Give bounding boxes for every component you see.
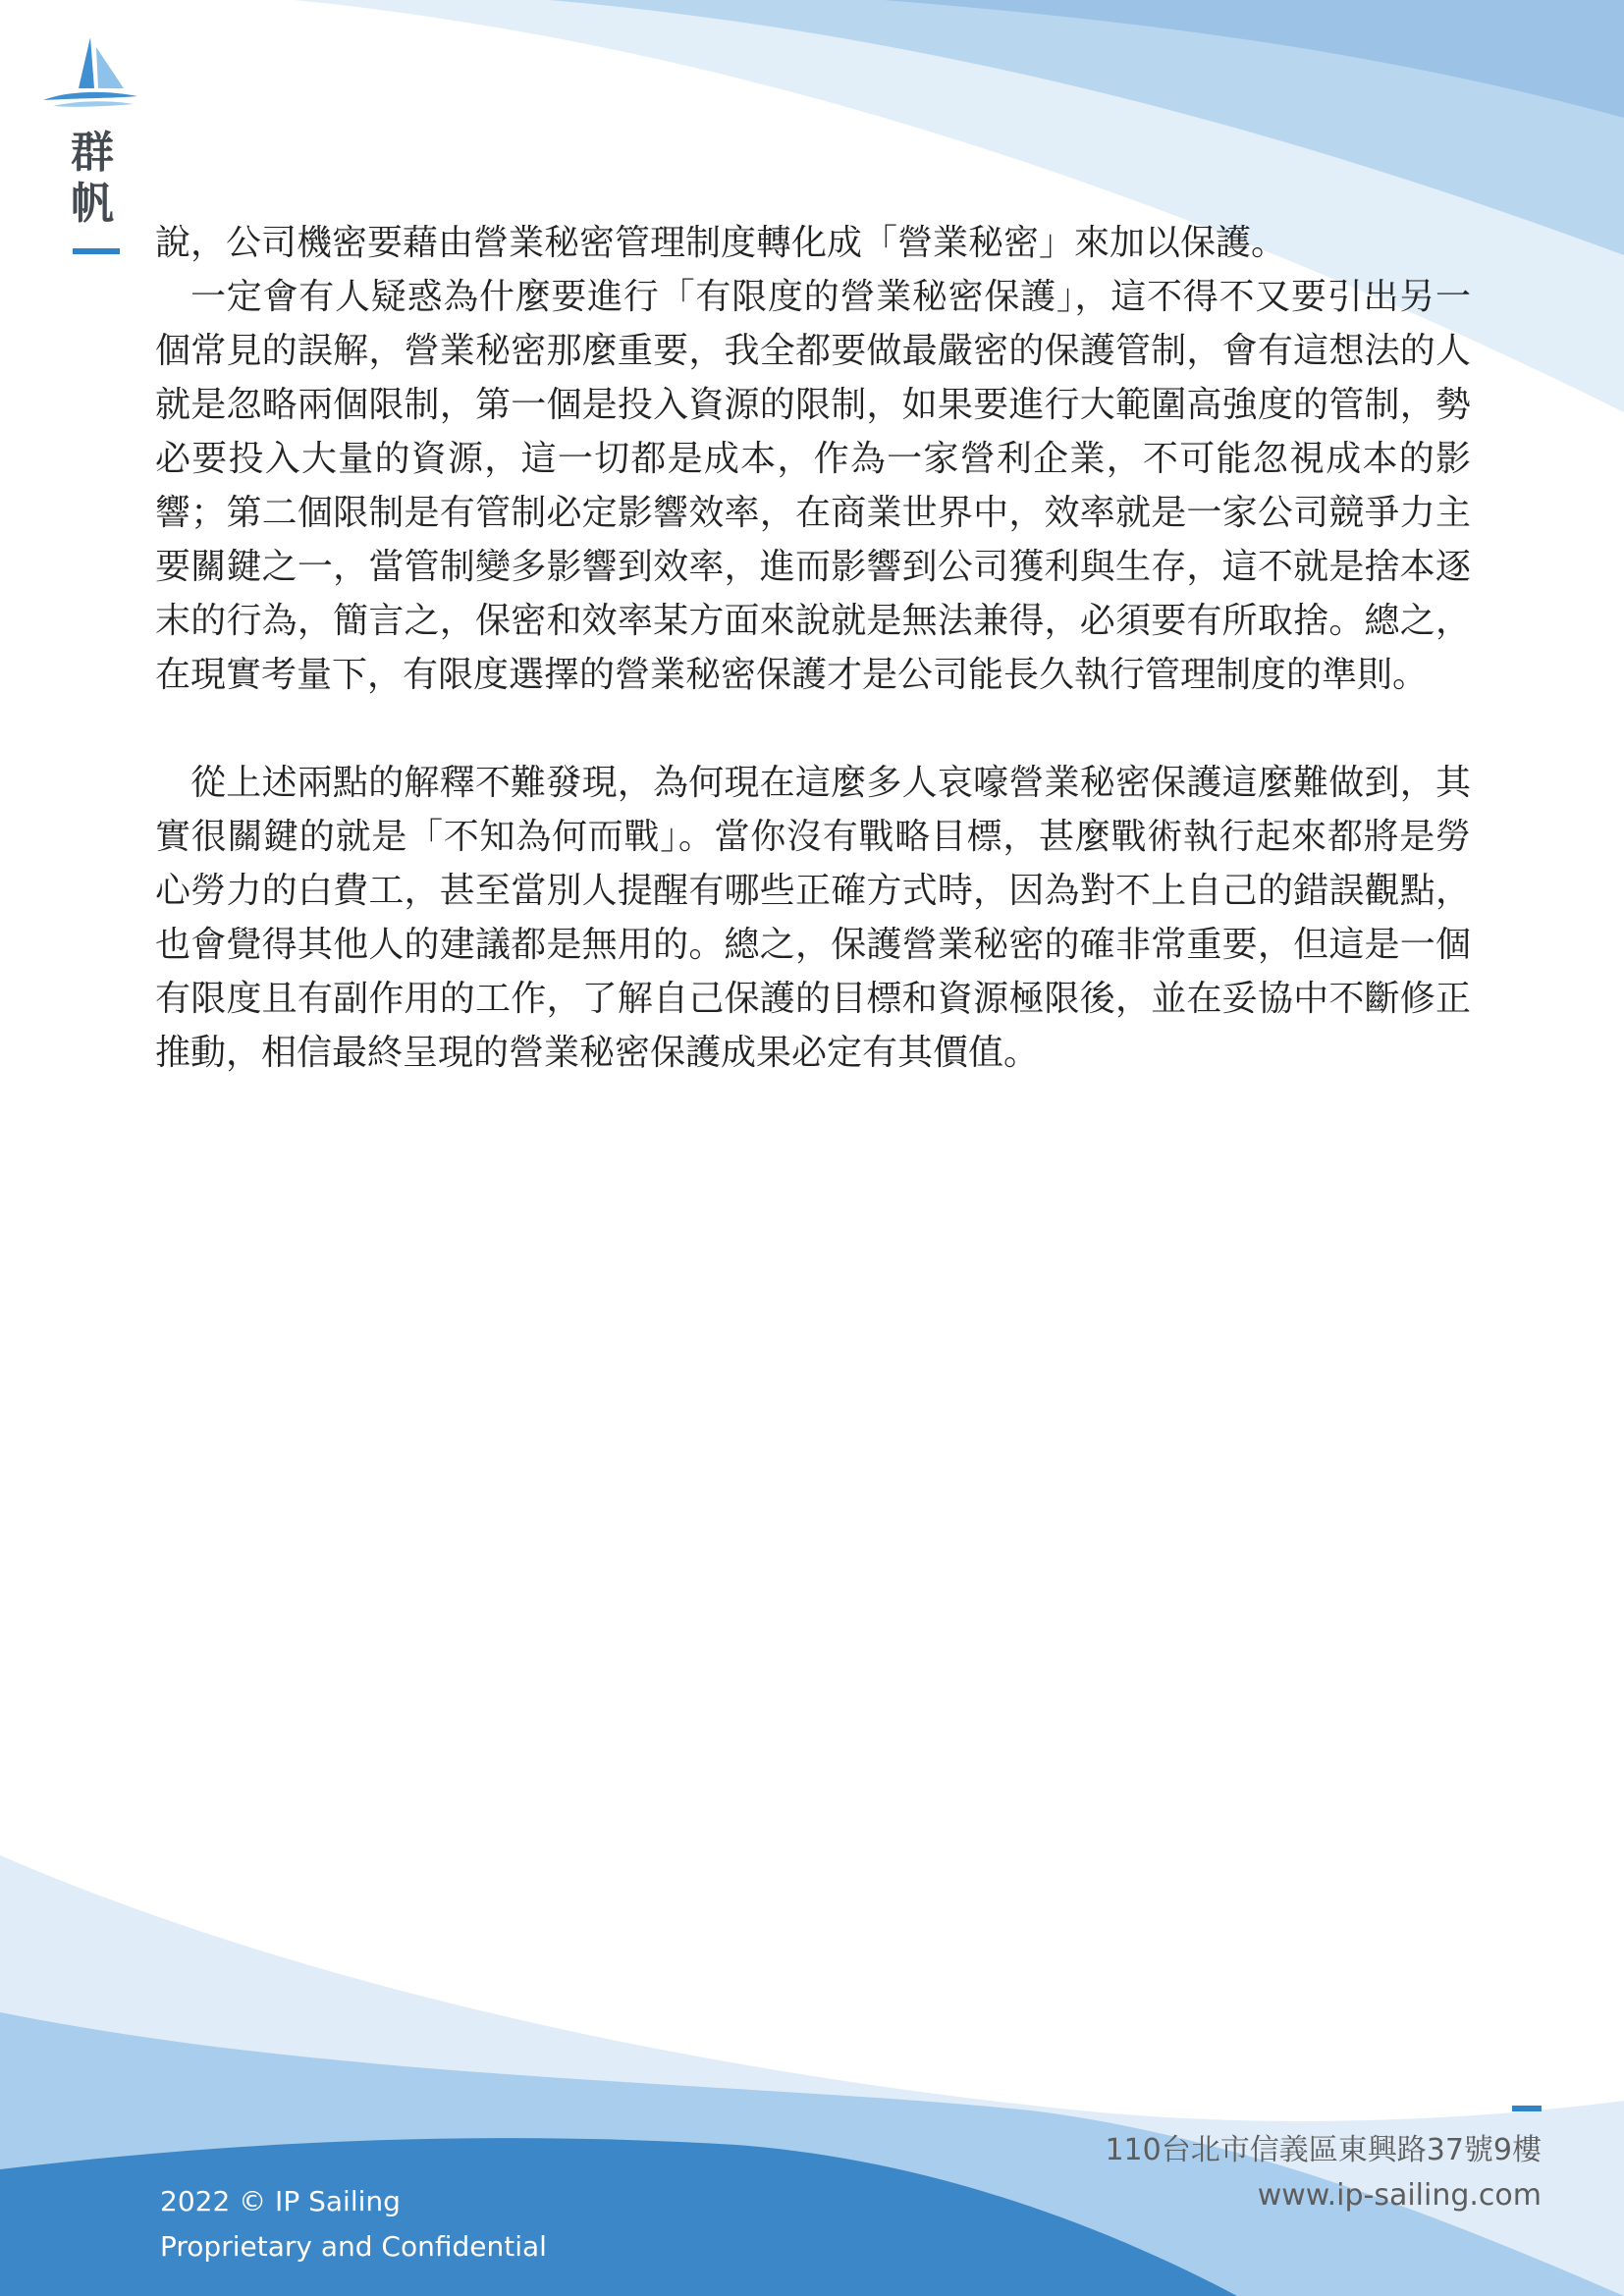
address-accent-bar	[1512, 2106, 1542, 2111]
document-body	[155, 216, 1471, 1080]
copyright-text: 2022 © IP Sailing	[160, 2185, 401, 2217]
website-link[interactable]: www.ip-sailing.com	[1257, 2178, 1542, 2213]
confidential-text: Proprietary and Confidential	[160, 2230, 547, 2263]
paragraph-1: 說，公司機密要藉由營業秘密管理制度轉化成「營業秘密」來加以保護。	[155, 223, 1287, 263]
footer-legal	[160, 2179, 547, 2269]
brand-accent-bar	[73, 248, 120, 254]
brand-char-2: 帆	[71, 179, 114, 229]
brand-char-1: 群	[71, 128, 114, 178]
contact-block	[1105, 2128, 1542, 2218]
brand-name	[63, 128, 122, 230]
paragraph-2: 一定會有人疑惑為什麼要進行「有限度的營業秘密保護」，這不得不又要引出另一個常見的誤解，營業秘密那麼重要，我全都要做最嚴密的保護管制，會有這想法的人就是忽略兩個限制，第一個是投入資源的限制，如果要進行大範圍高強度的管制，勢必要投入大量的資源，這一切都是成本，作為一家營利企業，不可能忽視成本的影響；第二個限制是有管制必定影響效率，在商業世界中，效率就是一家公司競爭力主要關鍵之一，當管制變多影響到效率，進而影響到公司獲利與生存，這不就是捨本逐末的行為，簡言之，保密和效率某方面來說就是無法兼得，必須要有所取捨。總之，在現實考量下，有限度選擇的營業秘密保護才是公司能長久執行管理制度的準則。	[155, 277, 1471, 695]
paragraph-3: 從上述兩點的解釋不難發現，為何現在這麼多人哀嚎營業秘密保護這麼難做到，其實很關鍵的就是「不知為何而戰」。當你沒有戰略目標，甚麼戰術執行起來都將是勞心勞力的白費工，甚至當別人提醒有哪些正確方式時，因為對不上自己的錯誤觀點，也會覺得其他人的建議都是無用的。總之，保護營業秘密的確非常重要，但這是一個有限度且有副作用的工作，了解自己保護的目標和資源極限後，並在妥協中不斷修正推動，相信最終呈現的營業秘密保護成果必定有其價值。	[155, 763, 1471, 1073]
address-text: 110台北市信義區東興路37號9樓	[1105, 2133, 1542, 2167]
sailboat-logo-icon	[39, 33, 141, 116]
